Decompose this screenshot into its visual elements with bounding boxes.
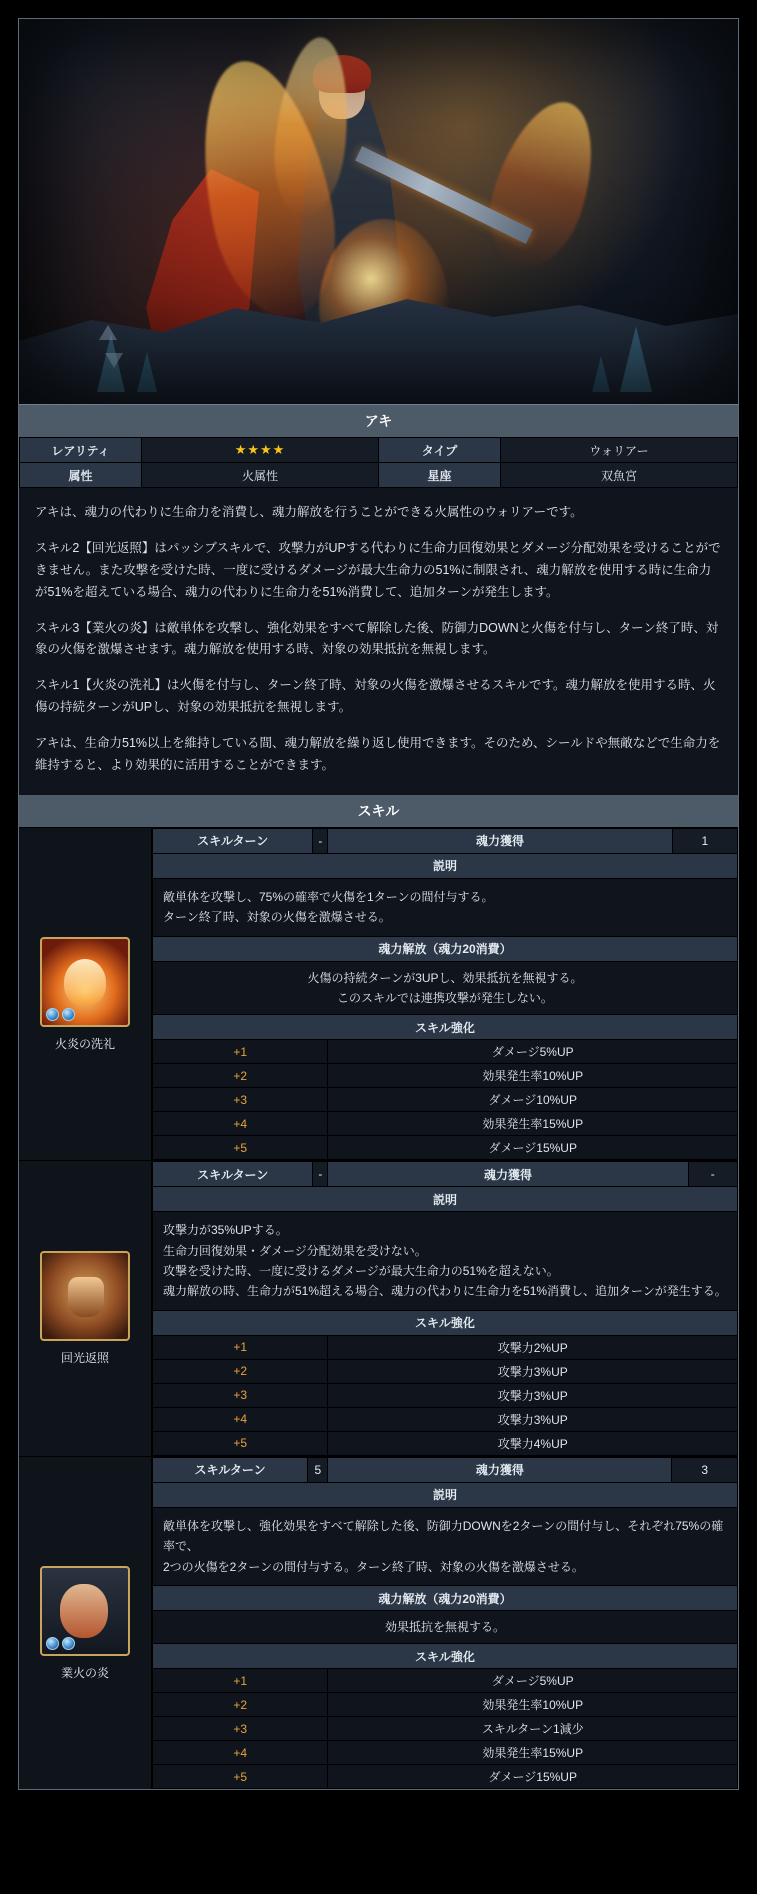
skills-section-title: スキル [19,795,738,827]
soul-gem-group [46,1008,75,1021]
table-row [153,1586,738,1611]
skill-description: 敵単体を攻撃し、75%の確率で火傷を1ターンの間付与する。 ターン終了時、対象の火傷を激爆させる。 [153,878,738,936]
skill-block [19,1160,738,1456]
artwork-vignette [19,19,738,404]
table-row [153,1507,738,1585]
enhance-level: +5 [153,1431,328,1455]
table-row [153,1717,738,1741]
enhance-effect: 効果発生率15%UP [328,1112,738,1136]
table-row [153,1457,738,1482]
character-detail-page [0,18,757,1790]
skill-name: 回光返照 [60,1351,109,1366]
soul-gain-value: - [688,1162,737,1187]
soul-gem-icon [46,1008,59,1021]
skills-container [19,827,738,1790]
character-artwork [19,19,738,404]
info-label-type: タイプ [378,438,500,463]
soul-gem-icon [62,1637,75,1650]
enhance-effect: 効果発生率10%UP [328,1064,738,1088]
table-row [153,1431,738,1455]
skill-icon-column [19,828,152,1161]
table-row [153,1162,738,1187]
soul-gain-label: 魂力獲得 [328,828,672,853]
description-paragraph: アキは、生命力51%以上を維持している間、魂力解放を繰り返し使用できます。そのため、シールドや無敵などで生命力を維持すると、より効果的に活用することができます。 [35,736,721,772]
info-label-element: 属性 [20,463,142,488]
table-row [153,1040,738,1064]
enhance-header: スキル強化 [153,1310,738,1335]
skill-turn-label: スキルターン [153,828,313,853]
table-row [153,1064,738,1088]
skill-icon-column [19,1457,152,1790]
enhance-effect: 攻撃力3%UP [328,1359,738,1383]
character-card-frame [18,18,739,1790]
enhance-level: +3 [153,1717,328,1741]
info-label-rarity: レアリティ [20,438,142,463]
table-row [20,463,738,488]
table-row [153,1669,738,1693]
info-label-constellation: 星座 [378,463,500,488]
skill-block [19,1456,738,1790]
skill-turn-value: - [313,1162,328,1187]
description-paragraph: スキル2【回光返照】はパッシブスキルで、攻撃力がUPする代わりに生命力回復効果とダメージ分配効果を受けることができません。また攻撃を受けた時、一度に受けるダメージが最大生命力の51%に制限され、魂力解放を使用する時に生命力が51%を超えている場合、魂力の代わりに生命力を51%消費して、追加ターンが発生します。 [35,540,721,599]
skill-turn-label: スキルターン [153,1457,308,1482]
table-row [153,1112,738,1136]
enhance-effect: スキルターン1減少 [328,1717,738,1741]
description-paragraph: スキル3【業火の炎】は敵単体を攻撃し、強化効果をすべて解除した後、防御力DOWNと火傷を付与し、ターン終了時、対象の火傷を激爆させます。魂力解放を使用する時、対象の効果抵抗を無視します。 [35,620,719,657]
table-row [153,1644,738,1669]
table-row [153,828,738,853]
description-header: 説明 [153,853,738,878]
table-row [153,1088,738,1112]
flame-baptism-icon[interactable] [40,937,130,1027]
enhance-effect: 攻撃力3%UP [328,1407,738,1431]
soul-release-text: 火傷の持続ターンが3UPし、効果抵抗を無視する。 このスキルでは連携攻撃が発生しない。 [153,961,738,1015]
table-row [153,1136,738,1160]
enhance-header: スキル強化 [153,1644,738,1669]
info-value-constellation: 双魚宮 [501,463,738,488]
table-row [153,1359,738,1383]
table-row [153,1611,738,1644]
enhance-header: スキル強化 [153,1015,738,1040]
enhance-level: +5 [153,1765,328,1789]
enhance-effect: 攻撃力4%UP [328,1431,738,1455]
inferno-flame-icon[interactable] [40,1566,130,1656]
description-header: 説明 [153,1187,738,1212]
soul-release-header: 魂力解放（魂力20消費） [153,936,738,961]
description-header: 説明 [153,1482,738,1507]
soul-gain-label: 魂力獲得 [328,1162,688,1187]
enhance-level: +2 [153,1064,328,1088]
enhance-level: +1 [153,1335,328,1359]
table-row [153,1187,738,1212]
enhance-level: +4 [153,1741,328,1765]
rarity-stars: ★★★★ [234,442,286,457]
skill-description: 敵単体を攻撃し、強化効果をすべて解除した後、防御力DOWNを2ターンの間付与し、それぞれ75%の確率で、 2つの火傷を2ターンの間付与する。ターン終了時、対象の火傷を激爆させる。 [153,1507,738,1585]
skill-detail-table [152,828,738,1161]
skill-turn-value: - [313,828,328,853]
skill-name: 火炎の洗礼 [54,1036,115,1051]
description-paragraph: アキは、魂力の代わりに生命力を消費し、魂力解放を行うことができる火属性のウォリアーです。 [35,505,583,519]
enhance-effect: 効果発生率15%UP [328,1741,738,1765]
table-row [153,936,738,961]
skill-description: 攻撃力が35%UPする。 生命力回復効果・ダメージ分配効果を受けない。 攻撃を受けた時、一度に受けるダメージが最大生命力の51%を超えない。 魂力解放の時、生命力が51%超える場合、魂力の代わりに生命力を51%消費し、追加ターンが発生する。 [153,1212,738,1311]
table-row [153,1212,738,1311]
soul-gain-value: 1 [672,828,737,853]
character-description [19,488,738,795]
enhance-level: +2 [153,1359,328,1383]
table-row [153,1407,738,1431]
enhance-effect: 攻撃力3%UP [328,1383,738,1407]
soul-gem-group [46,1637,75,1650]
skill-block [19,827,738,1161]
enhance-effect: ダメージ5%UP [328,1669,738,1693]
description-paragraph: スキル1【火炎の洗礼】は火傷を付与し、ターン終了時、対象の火傷を激爆させるスキルです。魂力解放を使用する時、火傷の持続ターンがUPし、対象の効果抵抗を無視します。 [35,678,716,715]
table-row [153,1310,738,1335]
table-row [153,1482,738,1507]
enhance-effect: ダメージ15%UP [328,1136,738,1160]
soul-gain-value: 3 [672,1457,738,1482]
table-row [153,1015,738,1040]
character-info-table [19,437,738,488]
table-row [153,1741,738,1765]
skill-name: 業火の炎 [60,1665,109,1680]
soul-gem-icon [62,1008,75,1021]
info-value-rarity [142,438,379,463]
enhance-level: +1 [153,1040,328,1064]
table-row [153,961,738,1015]
enhance-effect: ダメージ5%UP [328,1040,738,1064]
character-name: アキ [19,404,738,437]
table-row [153,1383,738,1407]
soul-release-header: 魂力解放（魂力20消費） [153,1586,738,1611]
table-row [153,1765,738,1789]
enhance-level: +5 [153,1136,328,1160]
skill-detail-table [152,1457,738,1790]
enhance-effect: ダメージ15%UP [328,1765,738,1789]
enhance-level: +4 [153,1407,328,1431]
skill-turn-value: 5 [308,1457,328,1482]
skill-icon-column [19,1161,152,1456]
enhance-effect: 効果発生率10%UP [328,1693,738,1717]
enhance-effect: ダメージ10%UP [328,1088,738,1112]
table-row [153,1693,738,1717]
skill-detail-table [152,1161,738,1456]
soul-gem-icon [46,1637,59,1650]
table-row [153,853,738,878]
table-row [20,438,738,463]
table-row [153,878,738,936]
enhance-level: +3 [153,1088,328,1112]
passive-fist-icon[interactable] [40,1251,130,1341]
info-value-type: ウォリアー [501,438,738,463]
enhance-effect: 攻撃力2%UP [328,1335,738,1359]
soul-release-text: 効果抵抗を無視する。 [153,1611,738,1644]
enhance-level: +1 [153,1669,328,1693]
skill-turn-label: スキルターン [153,1162,313,1187]
enhance-level: +3 [153,1383,328,1407]
soul-gain-label: 魂力獲得 [328,1457,672,1482]
enhance-level: +2 [153,1693,328,1717]
info-value-element: 火属性 [142,463,379,488]
enhance-level: +4 [153,1112,328,1136]
table-row [153,1335,738,1359]
